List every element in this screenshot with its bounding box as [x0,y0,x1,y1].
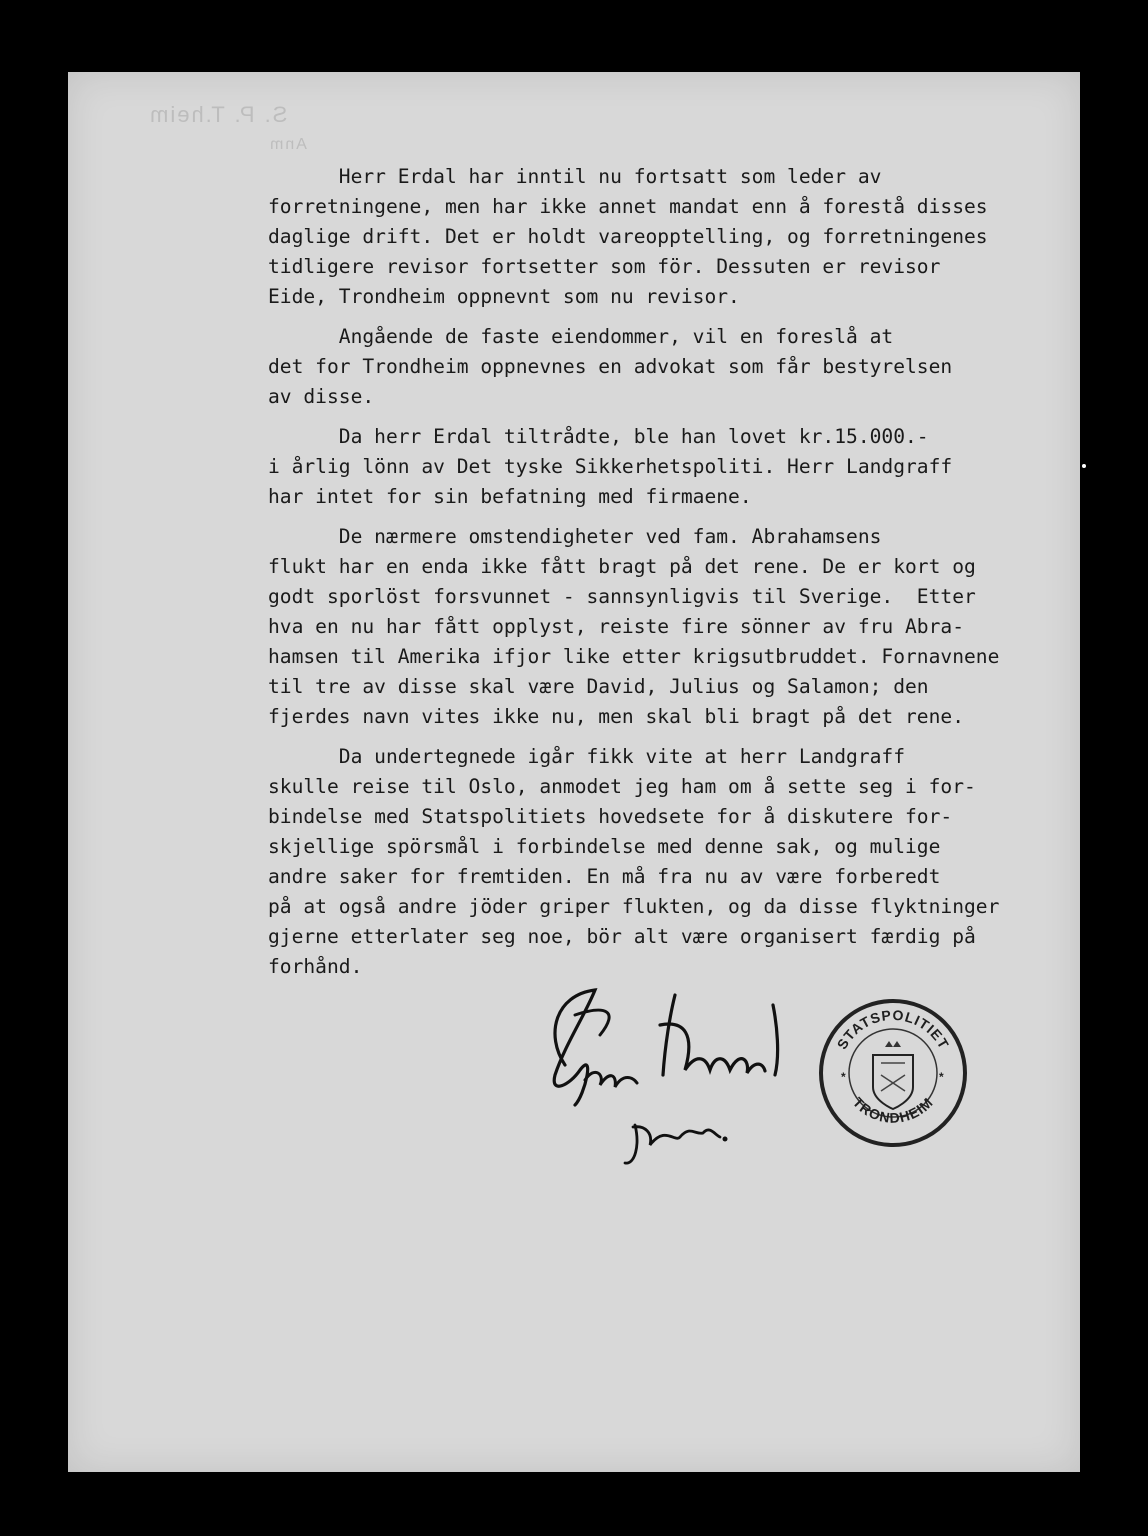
text-line: forretningene, men har ikke annet mandat enn å forestå disses [268,195,988,218]
text-line: av disse. [268,385,375,408]
text-line: har intet for sin befatning med firmaene. [268,485,752,508]
handwritten-signature [525,975,815,1175]
text-line: skulle reise til Oslo, anmodet jeg ham om å sette seg i for- [268,775,976,798]
text-line: Herr Erdal har inntil nu fortsatt som leder av [268,165,882,188]
text-line: til tre av disse skal være David, Julius og Salamon; den [268,675,929,698]
text-line: godt sporlöst forsvunnet - sannsynligvis til Sverige. Etter [268,585,976,608]
text-line: hamsen til Amerika ifjor like etter krigsutbruddet. Fornavnene [268,645,1000,668]
scan-speck [1082,464,1086,468]
text-line: i årlig lönn av Det tyske Sikkerhetspoliti. Herr Landgraff [268,455,953,478]
text-line: andre saker for fremtiden. En må fra nu av være forberedt [268,865,941,888]
text-line: daglige drift. Det er holdt vareopptelling, og forretningenes [268,225,988,248]
text-line: Da undertegnede igår fikk vite at herr Landgraff [268,745,906,768]
text-line: forhånd. [268,955,363,978]
paragraph [268,322,1058,412]
text-line: bindelse med Statspolitiets hovedsete for å diskutere for- [268,805,953,828]
text-line: tidligere revisor fortsetter som för. Dessuten er revisor [268,255,941,278]
text-line: gjerne etterlater seg noe, bör alt være organisert færdig på [268,925,976,948]
bleed-through-text-2: Anm [268,136,307,153]
stamp-bottom-text: TRONDHEIM [849,1093,937,1126]
text-line: på at også andre jöder griper flukten, og da disse flyktninger [268,895,1000,918]
text-line: Da herr Erdal tiltrådte, ble han lovet kr.15.000.- [268,425,929,448]
paragraph [268,522,1058,732]
stamp-top-text: STATSPOLITIET [833,1006,953,1052]
paragraph [268,422,1058,512]
text-line: flukt har en enda ikke fått bragt på det rene. De er kort og [268,555,976,578]
text-line: De nærmere omstendigheter ved fam. Abrahamsens [268,525,882,548]
text-line: Angående de faste eiendommer, vil en foreslå at [268,325,894,348]
paragraph [268,742,1058,982]
svg-text:*: * [841,1070,847,1084]
text-line: Eide, Trondheim oppnevnt som nu revisor. [268,285,740,308]
text-line: skjellige spörsmål i forbindelse med denne sak, og mulige [268,835,941,858]
paragraph [268,162,1058,312]
text-line: fjerdes navn vites ikke nu, men skal bli bragt på det rene. [268,705,964,728]
text-line: hva en nu har fått opplyst, reiste fire sönner av fru Abra- [268,615,964,638]
letter-body [268,162,1058,982]
official-stamp [815,995,971,1151]
text-line: det for Trondheim oppnevnes en advokat som får bestyrelsen [268,355,953,378]
bleed-through-text: S. P. T.heim [148,102,288,127]
svg-text:*: * [939,1070,945,1084]
